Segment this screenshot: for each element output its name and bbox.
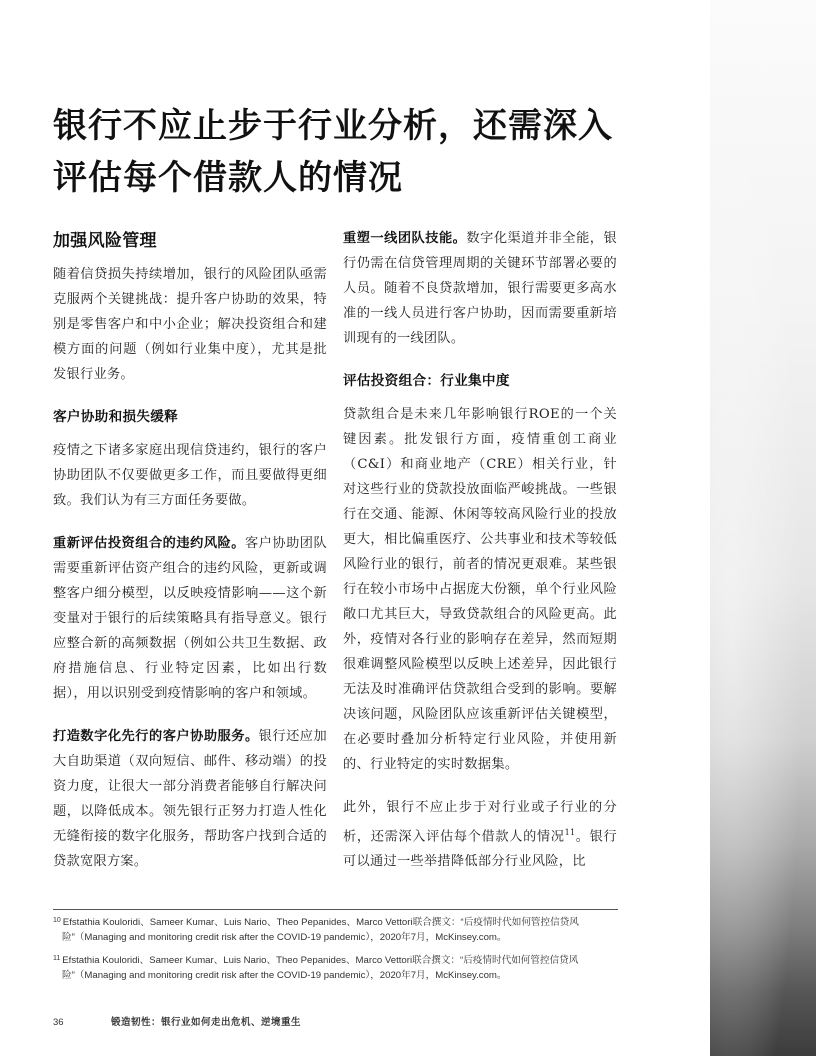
publication-title: 锻造韧性：银行业如何走出危机、逆境重生 bbox=[111, 1017, 302, 1028]
side-photo bbox=[710, 0, 816, 1056]
paragraph: 贷款组合是未来几年影响银行ROE的一个关键因素。批发银行方面，疫情重创工商业（C&I）和商业地产（CRE）相关行业，针对这些行业的贷款投放面临严峻挑战。一些银行在交通、能源、休闲等较高风险行业的投放更大，相比偏重医疗、公共事业和技术等较低风险行业的银行，前者的情况更艰难。某些银行在较小市场中占据庞大份额，单个行业风险敞口尤其巨大，导致贷款组合的风险更高。此外，疫情对各行业的影响存在差异，然而短期很难调整风险模型以反映上述差异，因此银行无法及时准确评估贷款组合受到的影响。要解决该问题，风险团队应该重新评估关键模型，在必要时叠加分析特定行业风险，并使用新的、行业特定的实时数据集。 bbox=[343, 407, 617, 772]
footnote-ref[interactable]: 11 bbox=[564, 828, 576, 837]
paragraph-body: 客户协助团队需要重新评估资产组合的违约风险，更新或调整客户细分模型，以反映疫情影响——这个新变量对于银行的后续策略具有指导意义。银行应整合新的高频数据（例如公共卫生数据、政府措施信息、行业特定因素，比如出行数据），用以识别受到疫情影响的客户和领域。 bbox=[53, 536, 327, 701]
subsection-heading: 客户协助和损失缓释 bbox=[53, 409, 179, 425]
page-footer bbox=[53, 1014, 301, 1028]
intro-paragraph: 随着信贷损失持续增加，银行的风险团队亟需克服两个关键挑战：提升客户协助的效果，特别是零售客户和中小企业；解决投资组合和建模方面的问题（例如行业集中度），尤其是批发银行业务。 bbox=[53, 267, 327, 382]
paragraph-lead: 重新评估投资组合的违约风险。 bbox=[53, 536, 245, 551]
paragraph-lead: 重塑一线团队技能。 bbox=[343, 231, 467, 246]
paragraph bbox=[53, 724, 327, 874]
paragraph-body: 银行还应加大自助渠道（双向短信、邮件、移动端）的投资力度，让很大一部分消费者能够自行解决问题，以降低成本。领先银行正努力打造人性化无缝衔接的数字化服务，帮助客户找到合适的贷款宽限方案。 bbox=[53, 729, 328, 869]
paragraph-body: 。银行可以通过一些举措降低部分行业风险，比 bbox=[343, 829, 617, 870]
footnote-number: 10 bbox=[53, 917, 61, 924]
footnote bbox=[53, 952, 618, 983]
page-number: 36 bbox=[53, 1017, 64, 1028]
footnote bbox=[53, 914, 618, 945]
paragraph bbox=[343, 226, 617, 351]
paragraph-lead: 打造数字化先行的客户协助服务。 bbox=[53, 729, 259, 744]
section-heading: 加强风险管理 bbox=[53, 231, 157, 251]
footnote-text: Efstathia Kouloridi、Sameer Kumar、Luis Nario、Theo Pepanides、Marco Vettori联合撰文：“后疫情时代如何管控信贷风险”（Managing and monitoring credit risk after the COVID-19 pandemic），2020年7月，McKinsey.com。 bbox=[62, 955, 579, 981]
footnote-text: Efstathia Kouloridi、Sameer Kumar、Luis Nario、Theo Pepanides、Marco Vettori联合撰文：“后疫情时代如何管控信贷风险”（Managing and monitoring credit risk after the COVID-19 pandemic），2020年7月，McKinsey.com。 bbox=[62, 917, 579, 943]
footnotes bbox=[53, 914, 618, 990]
paragraph bbox=[343, 795, 617, 874]
right-column bbox=[343, 226, 617, 874]
subsection-heading: 评估投资组合：行业集中度 bbox=[343, 373, 510, 389]
footnote-number: 11 bbox=[53, 955, 61, 962]
page-title: 银行不应止步于行业分析，还需深入评估每个借款人的情况 bbox=[53, 106, 613, 198]
paragraph bbox=[53, 531, 327, 706]
paragraph-body: 此外，银行不应止步于对行业或子行业的分析，还需深入评估每个借款人的情况 bbox=[343, 800, 617, 845]
paragraph-body: 数字化渠道并非全能，银行仍需在信贷管理周期的关键环节部署必要的人员。随着不良贷款增加，银行需要更多高水准的一线人员进行客户协助，因而需要重新培训现有的一线团队。 bbox=[343, 231, 617, 346]
left-column bbox=[53, 228, 327, 874]
paragraph: 疫情之下诸多家庭出现信贷违约，银行的客户协助团队不仅要做更多工作，而且要做得更细致。我们认为有三方面任务要做。 bbox=[53, 443, 327, 508]
footnote-divider bbox=[53, 909, 618, 910]
